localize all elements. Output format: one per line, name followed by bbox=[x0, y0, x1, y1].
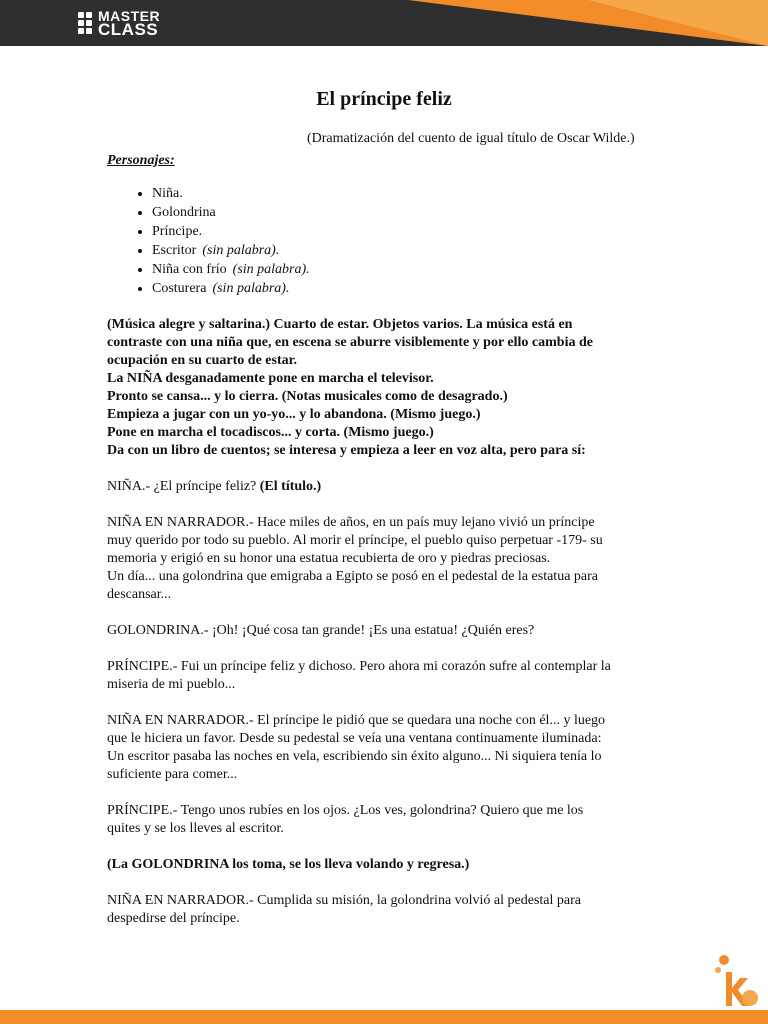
narration-3: NIÑA EN NARRADOR.- Cumplida su misión, la golondrina volvió al pedestal para despedirse del príncipe. bbox=[107, 893, 581, 926]
header-accent-stripe-light bbox=[588, 0, 768, 46]
list-item: • Príncipe. bbox=[152, 222, 667, 241]
dialogue-principe-2: PRÍNCIPE.- Tengo unos rubíes en los ojos. ¿Los ves, golondrina? Quiero que me los quites y se los lleves al escritor. bbox=[107, 803, 584, 836]
page-title: El príncipe feliz bbox=[316, 88, 452, 110]
list-item: • Niña. bbox=[152, 184, 667, 203]
stage-directions: (Música alegre y saltarina.) Cuarto de estar. Objetos varios. La música está en contraste con una niña que, en escena se aburre visiblemente y por ello cambia de ocupación en su cuarto de estar. La NIÑA desganadamente pone en marcha el televisor. Pronto se cansa... y lo cierra. (Notas musicales como de desagrado.) Empieza a jugar con un yo-yo... y lo abandona. (Mismo juego.) Pone en marcha el tocadiscos... y corta. (Mismo juego.) Da con un libro de cuentos; se interesa y empieza a leer en voz alta, pero para sí: bbox=[107, 317, 593, 458]
list-item: • Niña con frío (sin palabra). bbox=[152, 260, 667, 279]
dialogue-principe-1: PRÍNCIPE.- Fui un príncipe feliz y dichoso. Pero ahora mi corazón sufre al contemplar la miseria de mi pueblo... bbox=[107, 659, 611, 692]
document-page bbox=[107, 90, 667, 946]
kdoce-logo-icon bbox=[712, 952, 760, 1010]
masterclass-logo[interactable] bbox=[78, 7, 160, 39]
list-item: • Golondrina bbox=[152, 203, 667, 222]
logo-text bbox=[98, 8, 161, 39]
list-item: • Escritor (sin palabra). bbox=[152, 241, 667, 260]
dialogue-golondrina: GOLONDRINA.- ¡Oh! ¡Qué cosa tan grande! ¡Es una estatua! ¿Quién eres? bbox=[107, 623, 535, 638]
footer-bar bbox=[0, 1010, 768, 1024]
narration-2: NIÑA EN NARRADOR.- El príncipe le pidió que se quedara una noche con él... y luego que le hiciera un favor. Desde su pedestal se veía una ventana continuamente iluminada: Un escritor pasaba las noches en vela, escribiendo sin éxito alguno... Ni siquiera tenía lo suficiente para comer... bbox=[107, 713, 606, 782]
subtitle: (Dramatización del cuento de igual título de Oscar Wilde.) bbox=[307, 131, 635, 146]
logo-line2: CLASS bbox=[98, 20, 159, 39]
narration-1: NIÑA EN NARRADOR.- Hace miles de años, en un país muy lejano vivió un príncipe muy querido por todo su pueblo. Al morir el príncipe, el pueblo quiso perpetuar -179- su memoria y erigió en su honor una estatua recubierta de oro y piedras preciosas. Un día... una golondrina que emigraba a Egipto se posó en el pedestal de la estatua para descansar... bbox=[107, 515, 603, 602]
characters-list bbox=[107, 184, 667, 298]
logo-line1: MASTER bbox=[98, 8, 161, 24]
header-bar bbox=[0, 0, 768, 46]
dialogue-nina: NIÑA.- ¿El príncipe feliz? (El título.) bbox=[107, 479, 322, 494]
stage-direction-golondrina: (La GOLONDRINA los toma, se los lleva volando y regresa.) bbox=[107, 857, 470, 872]
logo-grid-icon bbox=[78, 10, 94, 36]
personajes-heading: Personajes: bbox=[107, 153, 175, 168]
list-item: • Costurera (sin palabra). bbox=[152, 279, 667, 298]
